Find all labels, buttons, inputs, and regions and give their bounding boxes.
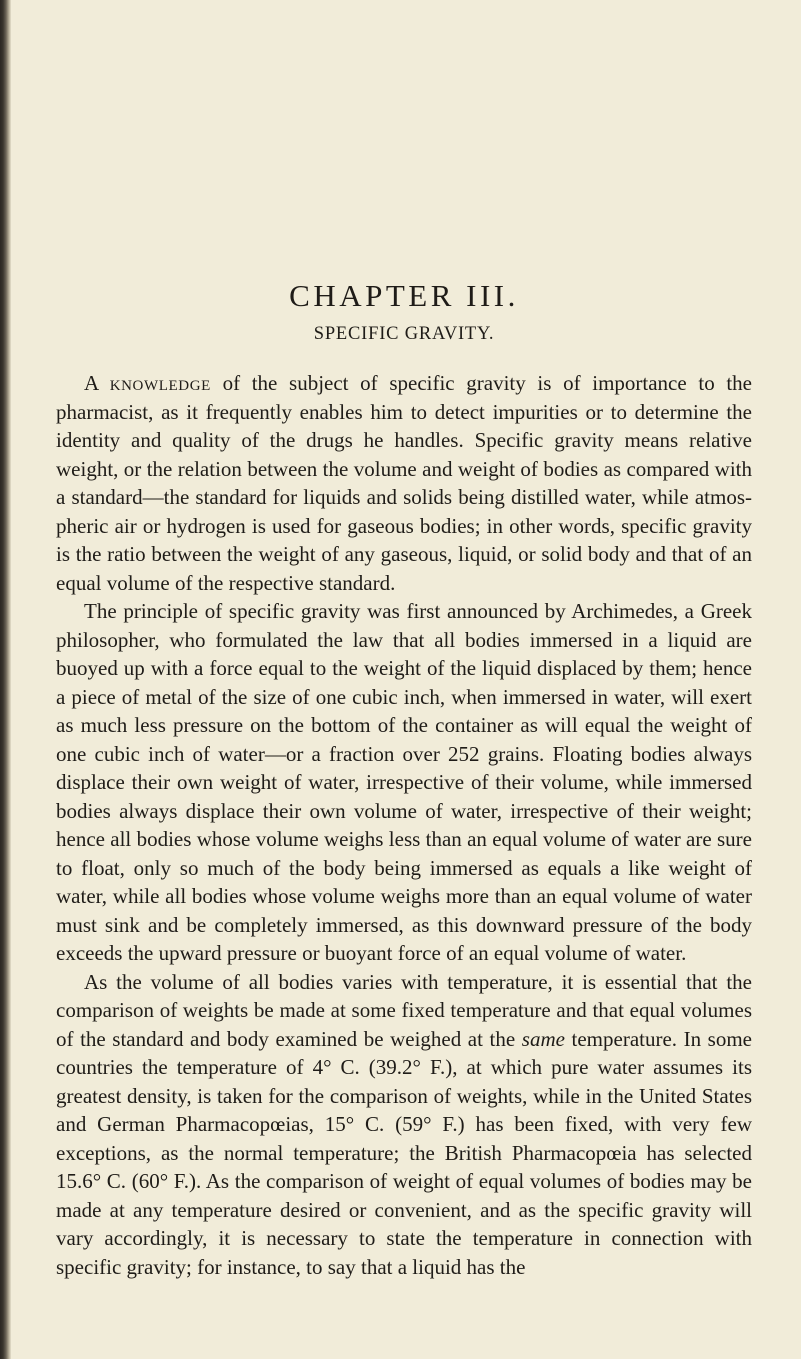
paragraph-3-text-before: As the volume of all bodies varies with temperature, it is essential that the comparison of weights be made at some fixed temperature and that equal volumes of the standard and body examined be weighed at the [56, 969, 752, 1051]
paragraph-1-text: of the subject of specific gravity is of importance to the pharmacist, as it frequently enables him to detect impurities or to determine the identity and quality of the drugs he handles. Specific gravity means relative weight, or the relation between the volume and weight of bodies as compared with a standard—the standard for liquids and solids being distilled water, while atmospheric air or hydrogen is used for gaseous bodies; in other words, specific gravity is the ratio between the weight of any gaseous, liquid, or solid body and that of an equal volume of the respective standard. [56, 371, 753, 595]
body-text [56, 369, 752, 1281]
section-title: SPECIFIC GRAVITY. [313, 324, 495, 344]
chapter-heading: CHAPTER III. [289, 278, 519, 313]
paragraph-3-text-after: temperature. In some countries the temperature of 4° C. (39.2° F.), at which pure water assumes its greatest density, is taken for the comparison of weights, while in the United States and German Pharmacopœias, 15° C. (59° F.) has been fixed, with very few exceptions, as the normal temperature; the British Pharmacopœia has selected 15.6° C. (60° F.). As the comparison of weight of equal volumes of bodies may be made at any temperature desired or convenient, and as the specific gravity will vary accordingly, it is necessary to state the temperature in connection with specific gravity; for instance, to say that a liquid has the [56, 1026, 753, 1279]
lead-initial: A [84, 371, 99, 395]
paragraph-1 [56, 369, 752, 597]
page-binding-edge [0, 0, 11, 1359]
paragraph-3-emphasis: same [521, 1026, 565, 1051]
paragraph-2: The principle of specific gravity was first announced by Archimedes, a Greek philosopher, who formulated the law that all bodies immersed in a liquid are buoyed up with a force equal to the weight of the liquid displaced by them; hence a piece of metal of the size of one cubic inch, when immersed in water, will exert as much less pressure on the bottom of the container as will equal the weight of one cubic inch of water—or a fraction over 252 grains. Floating bodies always displace their own weight of water, irrespective of their volume, while immersed bodies always displace their own volume of water, irrespective of their weight; hence all bodies whose volume weighs less than an equal volume of water are sure to float, only so much of the body being immersed as equals a like weight of water, while all bodies whose volume weighs more than an equal volume of water must sink and be completely immersed, as this downward pressure of the body exceeds the upward pressure or buoyant force of an equal volume of water. [56, 599, 752, 965]
paragraph-3 [56, 968, 752, 1282]
book-page [56, 0, 752, 1359]
lead-smallcaps: knowledge [109, 371, 211, 395]
